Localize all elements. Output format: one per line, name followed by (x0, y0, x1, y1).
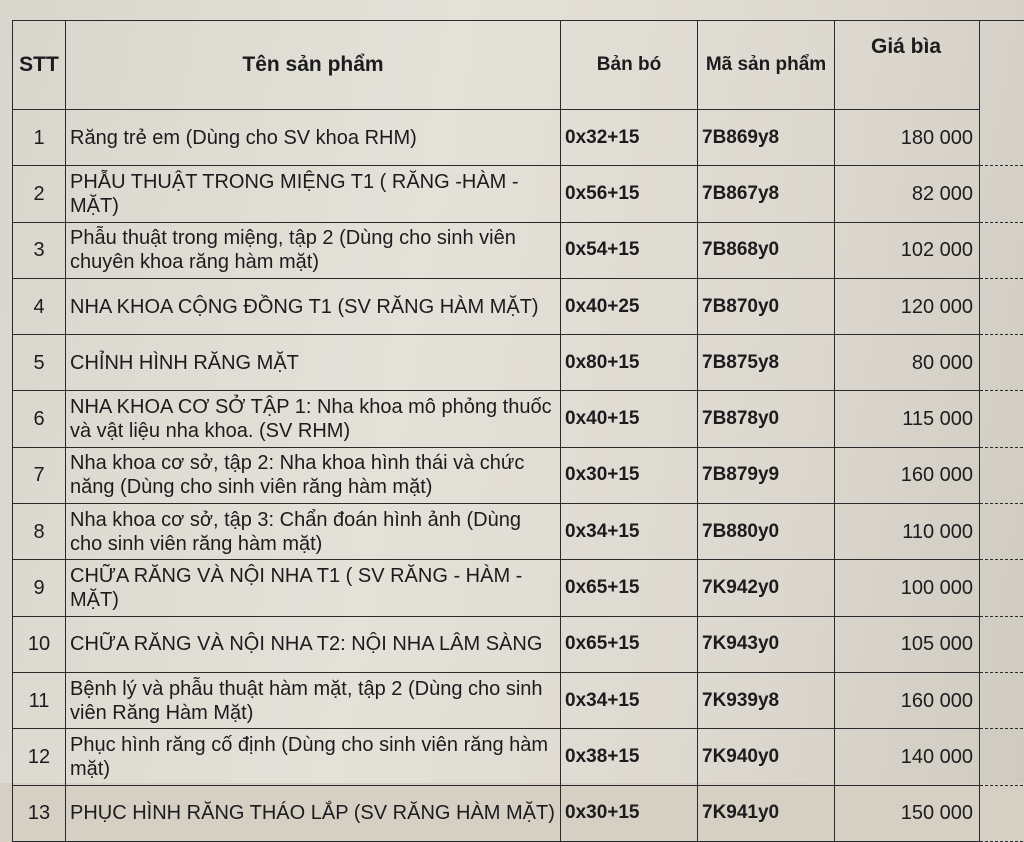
table-row (13, 447, 1024, 503)
header-stt: STT (13, 21, 66, 110)
row-stt: 2 (13, 166, 66, 222)
row-cover-price: 140 000 (835, 729, 980, 785)
row-stt: 5 (13, 335, 66, 391)
row-product-name: NHA KHOA CƠ SỞ TẬP 1: Nha khoa mô phỏng thuốc và vật liệu nha khoa. (SV RHM) (66, 391, 561, 447)
row-product-name: CHỮA RĂNG VÀ NỘI NHA T2: NỘI NHA LÂM SÀNG (66, 616, 561, 672)
row-cover-price: 80 000 (835, 335, 980, 391)
row-blank-cell (980, 335, 1024, 391)
row-product-code: 7B867y8 (698, 166, 835, 222)
row-stt: 10 (13, 616, 66, 672)
table-row (13, 785, 1024, 841)
table-row (13, 616, 1024, 672)
row-cover-price: 100 000 (835, 560, 980, 616)
row-product-code: 7K939y8 (698, 672, 835, 728)
row-product-code: 7B880y0 (698, 504, 835, 560)
product-price-table (12, 20, 1024, 842)
row-stt: 7 (13, 447, 66, 503)
header-product-name: Tên sản phẩm (66, 21, 561, 110)
row-blank-cell (980, 504, 1024, 560)
header-pack: Bản bó (561, 21, 698, 110)
row-product-name: Bệnh lý và phẫu thuật hàm mặt, tập 2 (Dùng cho sinh viên Răng Hàm Mặt) (66, 672, 561, 728)
row-stt: 1 (13, 110, 66, 166)
row-pack: 0x30+15 (561, 447, 698, 503)
table-row (13, 166, 1024, 222)
row-product-code: 7B878y0 (698, 391, 835, 447)
table-row (13, 278, 1024, 334)
row-product-code: 7K941y0 (698, 785, 835, 841)
row-cover-price: 102 000 (835, 222, 980, 278)
header-blank-column (980, 21, 1024, 110)
row-stt: 11 (13, 672, 66, 728)
row-blank-cell (980, 110, 1024, 166)
row-product-name: NHA KHOA CỘNG ĐỒNG T1 (SV RĂNG HÀM MẶT) (66, 278, 561, 334)
row-cover-price: 110 000 (835, 504, 980, 560)
table-row (13, 335, 1024, 391)
row-cover-price: 82 000 (835, 166, 980, 222)
row-pack: 0x65+15 (561, 616, 698, 672)
row-pack: 0x65+15 (561, 560, 698, 616)
row-pack: 0x54+15 (561, 222, 698, 278)
row-stt: 4 (13, 278, 66, 334)
row-cover-price: 150 000 (835, 785, 980, 841)
table-row (13, 729, 1024, 785)
row-blank-cell (980, 278, 1024, 334)
row-pack: 0x40+25 (561, 278, 698, 334)
row-pack: 0x34+15 (561, 504, 698, 560)
row-product-name: PHẪU THUẬT TRONG MIỆNG T1 ( RĂNG -HÀM - MẶT) (66, 166, 561, 222)
row-blank-cell (980, 447, 1024, 503)
row-cover-price: 160 000 (835, 447, 980, 503)
row-blank-cell (980, 729, 1024, 785)
row-product-code: 7B868y0 (698, 222, 835, 278)
header-product-code: Mã sản phẩm (698, 21, 835, 110)
row-product-name: Răng trẻ em (Dùng cho SV khoa RHM) (66, 110, 561, 166)
row-product-code: 7B879y9 (698, 447, 835, 503)
row-product-code: 7K940y0 (698, 729, 835, 785)
row-stt: 3 (13, 222, 66, 278)
row-blank-cell (980, 560, 1024, 616)
row-product-code: 7B870y0 (698, 278, 835, 334)
row-product-name: Nha khoa cơ sở, tập 3: Chẩn đoán hình ảnh (Dùng cho sinh viên răng hàm mặt) (66, 504, 561, 560)
row-product-code: 7B875y8 (698, 335, 835, 391)
row-stt: 6 (13, 391, 66, 447)
table-row (13, 560, 1024, 616)
row-product-name: PHỤC HÌNH RĂNG THÁO LẮP (SV RĂNG HÀM MẶT) (66, 785, 561, 841)
table-header-row (13, 21, 1024, 110)
row-blank-cell (980, 391, 1024, 447)
header-cover-price: Giá bìa (835, 21, 980, 110)
row-blank-cell (980, 166, 1024, 222)
row-pack: 0x80+15 (561, 335, 698, 391)
row-stt: 9 (13, 560, 66, 616)
row-blank-cell (980, 672, 1024, 728)
table-row (13, 222, 1024, 278)
row-cover-price: 160 000 (835, 672, 980, 728)
row-pack: 0x30+15 (561, 785, 698, 841)
row-product-name: Phẫu thuật trong miệng, tập 2 (Dùng cho sinh viên chuyên khoa răng hàm mặt) (66, 222, 561, 278)
row-pack: 0x38+15 (561, 729, 698, 785)
table-row (13, 672, 1024, 728)
row-product-code: 7K943y0 (698, 616, 835, 672)
row-cover-price: 115 000 (835, 391, 980, 447)
row-product-name: CHỮA RĂNG VÀ NỘI NHA T1 ( SV RĂNG - HÀM - MẶT) (66, 560, 561, 616)
row-cover-price: 105 000 (835, 616, 980, 672)
row-pack: 0x34+15 (561, 672, 698, 728)
row-product-code: 7K942y0 (698, 560, 835, 616)
table-row (13, 504, 1024, 560)
row-product-name: Nha khoa cơ sở, tập 2: Nha khoa hình thái và chức năng (Dùng cho sinh viên răng hàm mặt) (66, 447, 561, 503)
row-blank-cell (980, 785, 1024, 841)
table-row (13, 391, 1024, 447)
table-row (13, 110, 1024, 166)
row-product-code: 7B869y8 (698, 110, 835, 166)
row-product-name: Phục hình răng cố định (Dùng cho sinh viên răng hàm mặt) (66, 729, 561, 785)
row-cover-price: 180 000 (835, 110, 980, 166)
row-pack: 0x40+15 (561, 391, 698, 447)
row-blank-cell (980, 616, 1024, 672)
row-blank-cell (980, 222, 1024, 278)
row-stt: 8 (13, 504, 66, 560)
row-pack: 0x32+15 (561, 110, 698, 166)
row-pack: 0x56+15 (561, 166, 698, 222)
row-stt: 13 (13, 785, 66, 841)
row-cover-price: 120 000 (835, 278, 980, 334)
row-stt: 12 (13, 729, 66, 785)
row-product-name: CHỈNH HÌNH RĂNG MẶT (66, 335, 561, 391)
